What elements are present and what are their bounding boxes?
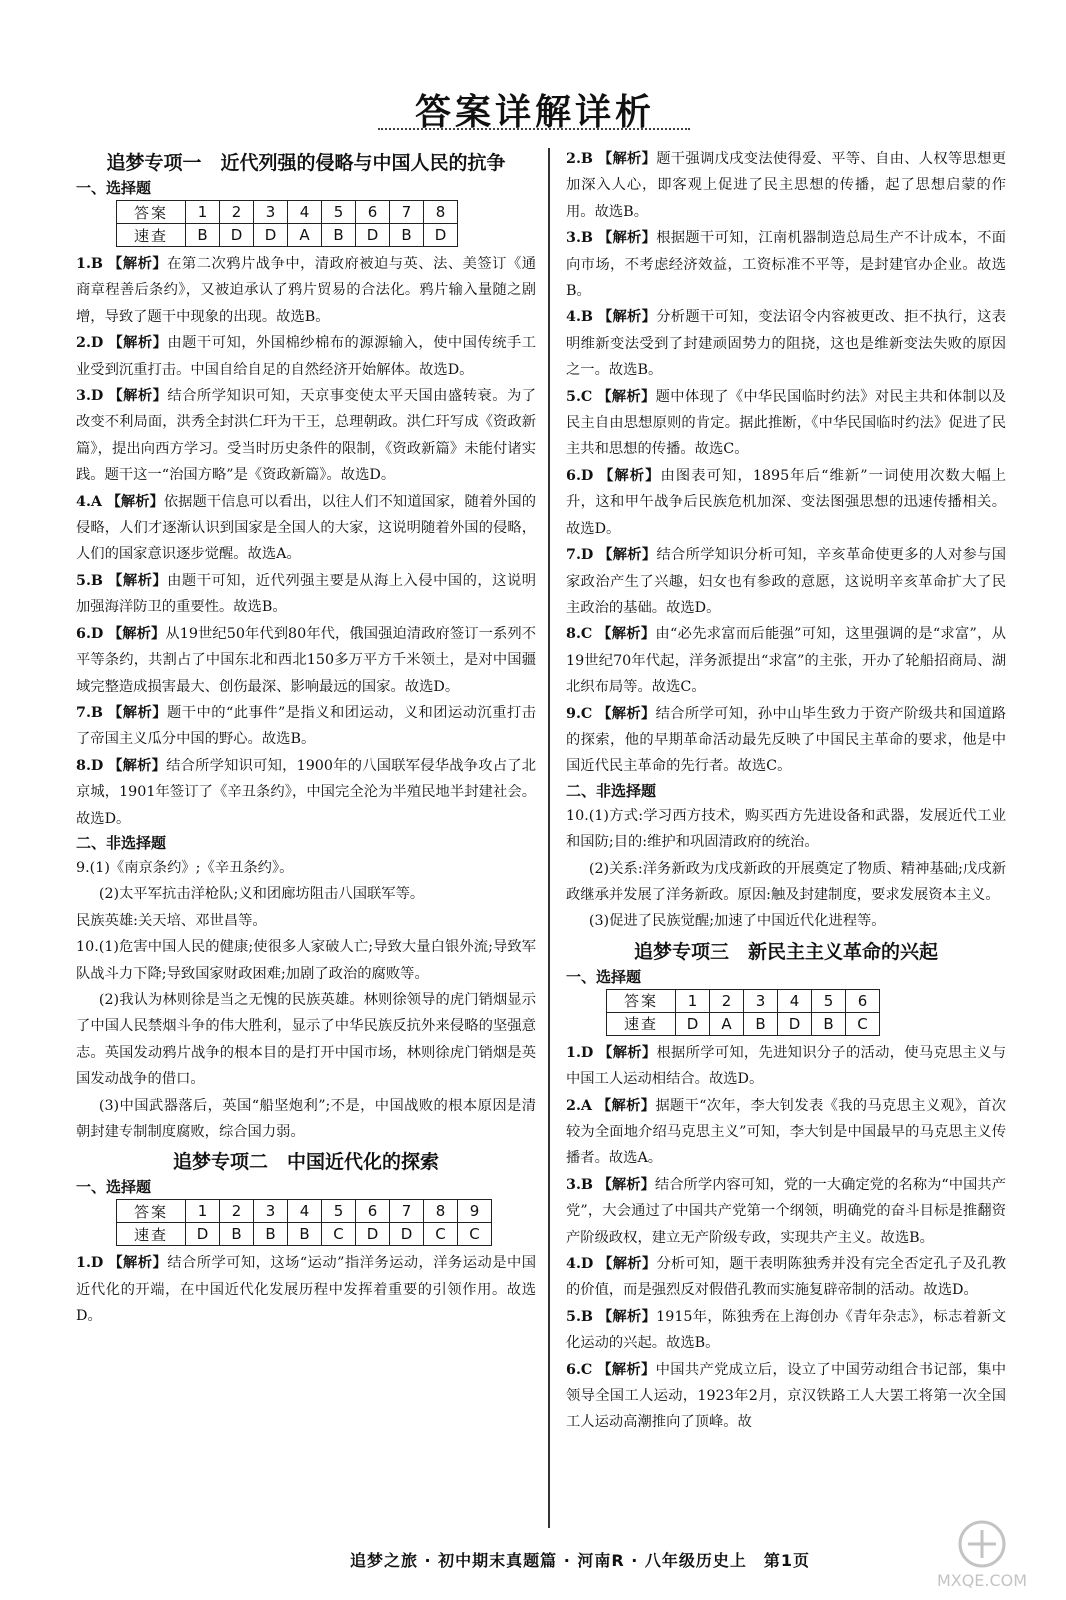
answer-text: 由图表可知，1895年后“维新”一词使用次数大幅上升，这和甲午战争后民族危机加深、变法图强思想的迅速传播相关。故选D。 xyxy=(566,467,1006,537)
page-footer: 追梦之旅 · 初中期末真题篇 · 河南R · 八年级历史上 第1页 xyxy=(349,1551,811,1570)
answer-number: 8.D xyxy=(76,757,104,774)
analysis-tag: 【解析】 xyxy=(597,1176,655,1193)
analysis-tag: 【解析】 xyxy=(597,230,657,247)
left-t2_body-cell: D xyxy=(356,1223,390,1246)
section-2-choice-heading: 一、选择题 xyxy=(76,1178,152,1197)
answer-text: 由“必先求富而后能强”可知，这里强调的是“求富”，从19世纪70年代起，洋务派提出“求富”的主张，开办了轮船招商局、湖北织布局等。故选C。 xyxy=(566,626,1007,696)
analysis-tag: 【解析】 xyxy=(597,705,656,722)
left-t2_head-cell: 6 xyxy=(356,1200,390,1223)
left-t1_head-cell: 4 xyxy=(288,201,322,224)
answer-item xyxy=(566,1251,1006,1304)
answer-number: 3.D xyxy=(76,388,104,405)
left-t1_body-cell: B xyxy=(390,224,424,247)
section-3-choice-heading: 一、选择题 xyxy=(566,967,642,986)
q9-part2: (2)太平军抗击洋枪队;义和团廊坊阻击八国联军等。 xyxy=(98,886,425,903)
answer-item xyxy=(566,701,1006,780)
answer-text: 结合所学内容可知，党的一大确定党的名称为“中国共产党”，大会通过了中国共产党第一个纲领，明确党的奋斗目标是推翻资产阶级政权，建立无产阶级专政，实现共产主义。故选B。 xyxy=(566,1176,1007,1246)
answer-item xyxy=(76,383,536,489)
left-t1_head-cell: 3 xyxy=(254,201,288,224)
section-3-answers xyxy=(566,1040,1006,1436)
analysis-tag: 【解析】 xyxy=(597,1308,657,1325)
left-t2_head-cell: 5 xyxy=(322,1200,356,1223)
left-t2_body-cell: C xyxy=(424,1223,458,1246)
left-t1_head-cell: 答案 xyxy=(117,201,186,224)
answer-item xyxy=(76,700,536,753)
answer-number: 3.B xyxy=(566,1176,594,1193)
answer-number: 3.B xyxy=(566,230,594,247)
answer-number: 5.B xyxy=(566,1308,594,1325)
analysis-tag: 【解析】 xyxy=(108,388,168,405)
q9-part1: 9.(1)《南京条约》;《辛丑条约》。 xyxy=(76,859,294,876)
answer-number: 6.D xyxy=(76,625,104,642)
left-t1_head-cell: 5 xyxy=(322,201,356,224)
left-t1_body-cell: D xyxy=(356,224,390,247)
answer-text: 分析题干可知，变法诏令内容被更改、拒不执行，这表明维新变法受到了封建顽固势力的阻挠，这也是维新变法失败的原因之一。故选B。 xyxy=(566,309,1007,379)
answer-item xyxy=(76,330,536,383)
section-3-title: 追梦专项三 新民主主义革命的兴起 xyxy=(633,940,938,963)
section-2-nonchoice-heading: 二、非选择题 xyxy=(566,781,657,800)
watermark-logo xyxy=(912,1518,1052,1592)
s2-q10-part3: (3)促进了民族觉醒;加速了中国近代化进程等。 xyxy=(588,913,886,930)
answer-text: 据题干“次年，李大钊发表《我的马克思主义观》，首次较为全面地介绍马克思主义”可知，李大钊是中国最早的马克思主义传播者。故选A。 xyxy=(566,1097,1006,1167)
analysis-tag: 【解析】 xyxy=(597,626,656,643)
answer-number: 2.B xyxy=(566,151,594,167)
answer-table-3 xyxy=(606,989,880,1036)
answer-item xyxy=(566,304,1006,383)
left-t1_body-cell: A xyxy=(288,224,322,247)
answer-item xyxy=(566,1172,1006,1251)
analysis-tag: 【解析】 xyxy=(108,704,168,721)
answer-number: 6.D xyxy=(566,467,594,484)
answer-number: 1.D xyxy=(76,1255,104,1272)
section-1-nonchoice-heading: 二、非选择题 xyxy=(76,833,167,852)
analysis-tag: 【解析】 xyxy=(598,1044,657,1061)
left-t2_body-cell: C xyxy=(322,1223,356,1246)
right-t3_body-cell: 速查 xyxy=(607,1012,676,1035)
left-t1_head-cell: 1 xyxy=(186,201,220,224)
section-1-title: 追梦专项一 近代列强的侵略与中国人民的抗争 xyxy=(106,152,506,174)
answer-number: 2.A xyxy=(566,1097,593,1114)
analysis-tag: 【解析】 xyxy=(596,1097,656,1114)
answer-item xyxy=(566,146,1006,225)
answer-number: 4.A xyxy=(76,493,103,510)
left-t2_body-cell: B xyxy=(220,1223,254,1246)
answer-item xyxy=(76,621,536,700)
section-1-answers xyxy=(76,251,536,832)
answer-text: 题干强调戊戌变法使得爱、平等、自由、人权等思想更加深入人心，即客观上促进了民主思想的传播，起了思想启蒙的作用。故选B。 xyxy=(566,151,1007,220)
left-t2_head-cell: 1 xyxy=(186,1200,220,1223)
left-t2_head-cell: 7 xyxy=(390,1200,424,1223)
answer-item xyxy=(566,225,1006,304)
answer-number: 2.D xyxy=(76,335,104,352)
left-t2_body-cell: 速查 xyxy=(117,1223,186,1246)
answer-text: 分析可知，题干表明陈独秀并没有完全否定孔子及孔教的价值，而是强烈反对假借孔教而实施复辟帝制的活动。故选D。 xyxy=(566,1256,1007,1299)
s2-answer-1 xyxy=(76,1250,536,1329)
answer-text: 依据题干信息可以看出，以往人们不知道国家，随着外国的侵略，人们才逐渐认识到国家是全国人的大家，这说明随着外国的侵略，人们的国家意识逐步觉醒。故选A。 xyxy=(76,493,537,563)
answer-item xyxy=(566,1040,1006,1093)
answer-text: 结合所学知识可知，天京事变使太平天国由盛转衰。为了改变不利局面，洪秀全封洪仁玕为干王，总理朝政。洪仁玕写成《资政新篇》，提出向西方学习。受当时历史条件的限制，《资政新篇》未能付诸实践。题干这一“治国方略”是《资政新篇》。故选D。 xyxy=(76,388,537,484)
right-t3_head-cell: 5 xyxy=(812,989,846,1012)
answer-text: 根据题干可知，江南机器制造总局生产不计成本，不面向市场，不考虑经济效益，工资标准不平等，是封建官办企业。故选B。 xyxy=(566,230,1007,300)
left-column xyxy=(76,146,536,1330)
right-t3_body-cell: B xyxy=(744,1012,778,1035)
right-t3_body-cell: A xyxy=(710,1012,744,1035)
page-title: 答案详解详析 xyxy=(414,92,655,133)
answer-item xyxy=(566,1304,1006,1357)
right-t3_body-cell: B xyxy=(812,1012,846,1035)
answer-item xyxy=(76,753,536,832)
analysis-tag: 【解析】 xyxy=(108,757,167,774)
left-t1_head-cell: 7 xyxy=(390,201,424,224)
left-t2_head-cell: 2 xyxy=(220,1200,254,1223)
answer-item xyxy=(76,568,536,621)
answer-item xyxy=(566,384,1006,463)
left-t2_head-cell: 8 xyxy=(424,1200,458,1223)
answer-item xyxy=(76,251,536,330)
right-column xyxy=(566,146,1006,1436)
q10-part3: (3)中国武器落后，英国“船坚炮利”;不是，中国战败的根本原因是清朝封建专制制度腐败，综合国力弱。 xyxy=(76,1097,536,1140)
right-t3_head-cell: 4 xyxy=(778,989,812,1012)
right-t3_body-cell: D xyxy=(778,1012,812,1035)
analysis-tag: 【解析】 xyxy=(598,467,661,484)
analysis-tag: 【解析】 xyxy=(107,625,166,642)
answer-item xyxy=(566,1093,1006,1172)
answer-item xyxy=(566,542,1006,621)
left-t1_body-cell: 速查 xyxy=(117,224,186,247)
answer-text: 1915年，陈独秀在上海创办《青年杂志》，标志着新文化运动的兴起。故选B。 xyxy=(566,1308,1007,1352)
analysis-tag: 【解析】 xyxy=(108,572,168,589)
analysis-tag: 【解析】 xyxy=(106,493,164,510)
analysis-tag: 【解析】 xyxy=(597,388,656,405)
answer-item xyxy=(566,621,1006,700)
section-1-choice-heading: 一、选择题 xyxy=(76,179,152,197)
analysis-tag: 【解析】 xyxy=(108,1255,168,1272)
answer-table-1 xyxy=(116,200,458,247)
title-dotted-rule xyxy=(378,128,690,130)
right-t3_head-cell: 答案 xyxy=(607,989,676,1012)
analysis-tag: 【解析】 xyxy=(597,151,657,167)
analysis-tag: 【解析】 xyxy=(598,547,657,564)
answer-text: 结合所学知识分析可知，辛亥革命使更多的人对参与国家政治产生了兴趣，妇女也有参政的意愿，这说明辛亥革命扩大了民主政治的基础。故选D。 xyxy=(566,547,1007,616)
left-t1_body-cell: B xyxy=(186,224,220,247)
analysis-tag: 【解析】 xyxy=(597,1361,656,1378)
right-t3_head-cell: 2 xyxy=(710,989,744,1012)
right-t3_head-cell: 1 xyxy=(676,989,710,1012)
answer-number: 1.D xyxy=(566,1044,594,1061)
answer-text: 结合所学知识可知，1900年的八国联军侵华战争攻占了北京城，1901年签订了《辛丑条约》，中国完全沦为半殖民地半封建社会。故选D。 xyxy=(76,757,537,827)
left-t2_body-cell: B xyxy=(288,1223,322,1246)
answer-text: 根据所学可知，先进知识分子的活动，使马克思主义与中国工人运动相结合。故选D。 xyxy=(566,1044,1007,1088)
left-t2_head-cell: 4 xyxy=(288,1200,322,1223)
answer-text: 题中体现了《中华民国临时约法》对民主共和体制以及民主自由思想原则的肯定。据此推断，《中华民国临时约法》促进了民主共和思想的传播。故选C。 xyxy=(566,388,1007,458)
column-divider xyxy=(548,148,550,1528)
left-t1_head-cell: 6 xyxy=(356,201,390,224)
answer-text: 由题干可知，外国棉纱棉布的源源输入，使中国传统手工业受到沉重打击。中国自给自足的自然经济开始解体。故选D。 xyxy=(76,335,537,378)
left-t1_body-cell: D xyxy=(254,224,288,247)
answer-item xyxy=(566,1357,1006,1436)
answer-number: 4.B xyxy=(566,309,594,326)
answer-text: 结合所学可知，这场“运动”指洋务运动，洋务运动是中国近代化的开端，在中国近代化发展历程中发挥着重要的引领作用。故选D。 xyxy=(76,1255,536,1325)
answer-number: 5.B xyxy=(76,572,104,589)
analysis-tag: 【解析】 xyxy=(108,256,168,272)
left-t1_body-cell: B xyxy=(322,224,356,247)
analysis-tag: 【解析】 xyxy=(108,335,168,352)
left-t2_body-cell: C xyxy=(458,1223,492,1246)
answer-number: 4.D xyxy=(566,1256,594,1273)
left-t1_head-cell: 2 xyxy=(220,201,254,224)
answer-item xyxy=(76,489,536,568)
answer-number: 6.C xyxy=(566,1361,593,1378)
left-t1_body-cell: D xyxy=(424,224,458,247)
answer-number: 8.C xyxy=(566,626,593,643)
answer-number: 1.B xyxy=(76,256,104,272)
section-2-answers xyxy=(566,146,1006,780)
q9-part3: 民族英雄:关天培、邓世昌等。 xyxy=(76,912,267,929)
left-t1_body-cell: D xyxy=(220,224,254,247)
analysis-tag: 【解析】 xyxy=(597,309,657,326)
answer-table-2 xyxy=(116,1199,492,1246)
right-t3_head-cell: 3 xyxy=(744,989,778,1012)
answer-number: 9.C xyxy=(566,705,593,722)
watermark-text: MXQE.COM xyxy=(936,1571,1028,1590)
right-t3_body-cell: C xyxy=(846,1012,880,1035)
answer-number: 7.D xyxy=(566,547,594,564)
left-t2_body-cell: B xyxy=(254,1223,288,1246)
answer-text: 由题干可知，近代列强主要是从海上入侵中国的，这说明加强海洋防卫的重要性。故选B。 xyxy=(76,572,537,616)
analysis-tag: 【解析】 xyxy=(598,1256,657,1273)
left-t2_body-cell: D xyxy=(186,1223,220,1246)
left-t1_head-cell: 8 xyxy=(424,201,458,224)
answer-text: 从19世纪50年代到80年代，俄国强迫清政府签订一系列不平等条约，共割占了中国东北和西北150多万平方千米领土，是对中国疆域完整造成损害最大、创伤最深、影响最远的国家。故选D。 xyxy=(76,625,537,695)
answer-item xyxy=(566,463,1006,542)
left-t2_body-cell: D xyxy=(390,1223,424,1246)
answer-number: 7.B xyxy=(76,704,104,721)
left-t2_head-cell: 9 xyxy=(458,1200,492,1223)
section-2-title: 追梦专项二 中国近代化的探索 xyxy=(172,1151,439,1174)
left-t2_head-cell: 3 xyxy=(254,1200,288,1223)
answer-number: 5.C xyxy=(566,388,593,405)
q10-part2: (2)我认为林则徐是当之无愧的民族英雄。林则徐领导的虎门销烟显示了中国人民禁烟斗争的伟大胜利，显示了中华民族反抗外来侵略的坚强意志。英国发动鸦片战争的根本目的是打开中国市场，林则徐虎门销烟是英国发动战争的借口。 xyxy=(76,991,536,1088)
answer-text: 在第二次鸦片战争中，清政府被迫与英、法、美签订《通商章程善后条约》，又被迫承认了鸦片贸易的合法化。鸦片输入量随之剧增，导致了题干中现象的出现。故选B。 xyxy=(76,256,537,325)
left-t2_head-cell: 答案 xyxy=(117,1200,186,1223)
s2-q10-part2: (2)关系:洋务新政为戊戌新政的开展奠定了物质、精神基础;戊戌新政继承并发展了洋务新政。原因:触及封建制度，要求发展资本主义。 xyxy=(566,860,1006,903)
answer-text: 题干中的“此事件”是指义和团运动，义和团运动沉重打击了帝国主义瓜分中国的野心。故选B。 xyxy=(76,704,537,748)
right-t3_body-cell: D xyxy=(676,1012,710,1035)
s2-q10-part1: 10.(1)方式:学习西方技术，购买西方先进设备和武器，发展近代工业和国防;目的:维护和巩固清政府的统治。 xyxy=(566,807,1006,851)
answer-text: 结合所学可知，孙中山毕生致力于资产阶级共和国道路的探索，他的早期革命活动最先反映了中国民主革命的要求，他是中国近代民主革命的先行者。故选C。 xyxy=(566,705,1007,775)
right-t3_head-cell: 6 xyxy=(846,989,880,1012)
q10-part1: 10.(1)危害中国人民的健康;使很多人家破人亡;导致大量白银外流;导致军队战斗力下降;导致国家财政困难;加剧了政治的腐败等。 xyxy=(76,939,536,982)
answer-text: 中国共产党成立后，设立了中国劳动组合书记部，集中领导全国工人运动，1923年2月，京汉铁路工人大罢工将第一次全国工人运动高潮推向了顶峰。故 xyxy=(566,1361,1007,1431)
